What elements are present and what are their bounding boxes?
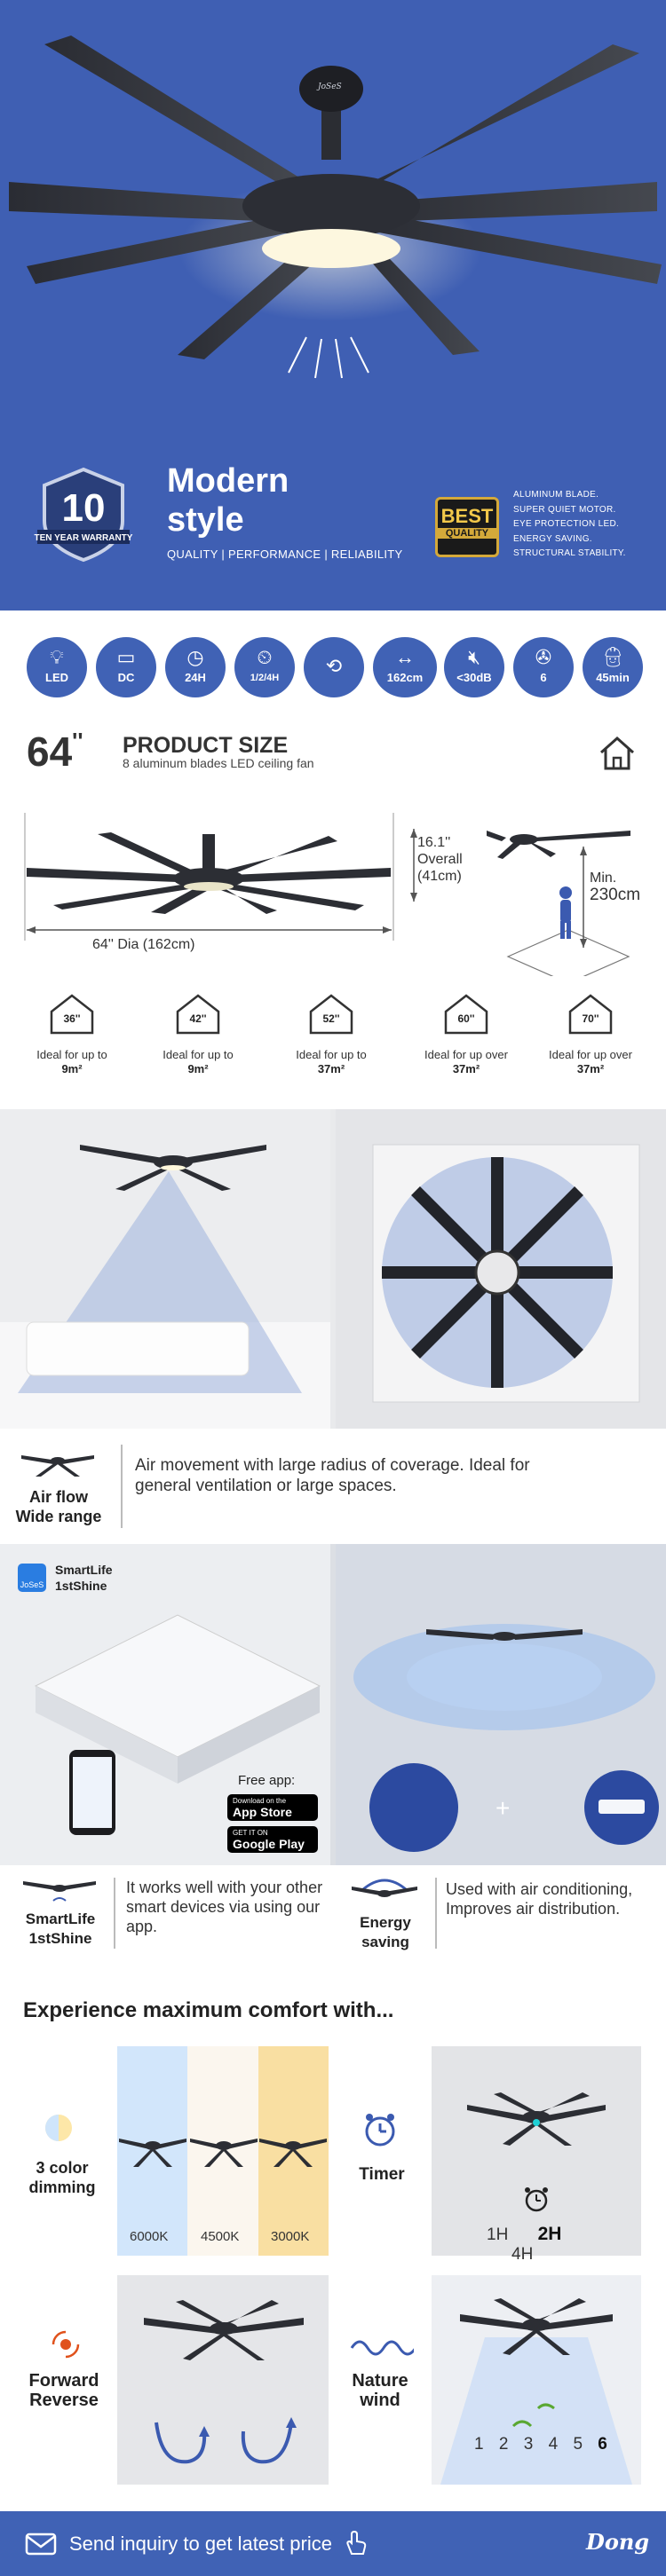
hero-title-line2: style (167, 501, 244, 539)
badge-text: TEN YEAR WARRANTY (34, 533, 133, 543)
feature-item: ALUMINUM BLADE. (513, 490, 599, 500)
timer-option[interactable]: 1H (487, 2225, 509, 2244)
room-size-36: 36'' Ideal for up to 9m² (14, 992, 130, 1075)
room-size-42: 42'' Ideal for up to 9m² (140, 992, 256, 1075)
mail-icon (25, 2533, 57, 2556)
timer-label: Timer (359, 2165, 405, 2184)
quality-label: QUALITY (438, 528, 496, 539)
house-size-icon (567, 992, 614, 1036)
feature-list (513, 488, 626, 562)
hero-banner (0, 0, 666, 611)
product-size-subtitle: 8 aluminum blades LED ceiling fan (123, 756, 314, 770)
battery-icon: ▭ (116, 646, 136, 668)
smartlife-label: SmartLife 1stShine (25, 1910, 96, 1947)
speed-option[interactable]: 4 (548, 2435, 559, 2454)
mute-icon: 🔇︎ (468, 646, 480, 668)
svg-text:42'': 42'' (189, 1012, 207, 1025)
room-size-60: 60'' Ideal for up over 37m² (408, 992, 524, 1075)
room-size-70: 70'' Ideal for up over 37m² (533, 992, 648, 1075)
reverse-fan-icon (48, 2328, 83, 2360)
airflow-label: Air flow Wide range (15, 1488, 102, 1525)
reverse-spec (304, 637, 364, 697)
reverse-panel (117, 2275, 329, 2485)
speed-option-selected[interactable]: 6 (598, 2435, 607, 2454)
smart-home-photos (0, 1544, 666, 1865)
best-label: BEST (440, 505, 494, 527)
noise-spec: 🔇︎ <30dB (444, 637, 504, 697)
hero-title-line1: Modern (167, 462, 289, 500)
24h-spec: ◷ 24H (165, 637, 226, 697)
feature-item: SUPER QUIET MOTOR. (513, 504, 616, 515)
room-size-52: 52'' Ideal for up to 37m² (274, 992, 389, 1075)
alarm-clock-icon (520, 2185, 552, 2213)
product-size-title: PRODUCT SIZE (123, 733, 289, 758)
divider (121, 1445, 123, 1528)
spec-icons-row (0, 611, 666, 717)
timer-spec: ⏲︎ 1/2/4H (234, 637, 295, 697)
diameter-spec: ↔ 162cm (373, 637, 437, 697)
house-size-icon (174, 992, 222, 1036)
energy-fan-icon (345, 1872, 424, 1908)
hero-subtitle: QUALITY | PERFORMANCE | RELIABILITY (167, 547, 403, 561)
temp-3000k: 3000K (271, 2229, 310, 2244)
hand-pointer-icon (343, 2531, 368, 2557)
smartlife-app-icon: JoSeS (18, 1564, 46, 1592)
bulb-icon: 💡︎ (50, 646, 64, 668)
size-number (27, 728, 83, 776)
nature-wind-label: Nature wind (352, 2371, 408, 2410)
house-size-icon (307, 992, 355, 1036)
badge-number: 10 (61, 486, 106, 530)
app-store-button[interactable]: Download on the App Store (233, 1797, 292, 1819)
timer-option-selected[interactable]: 2H (537, 2224, 562, 2244)
size-number-value: 64 (27, 729, 73, 775)
airflow-feature (0, 1429, 666, 1544)
feature-item: STRUCTURAL STABILITY. (513, 548, 626, 558)
installer-icon: 👷︎ (600, 646, 625, 668)
clock-icon: ◷ (186, 646, 204, 668)
svg-text:52'': 52'' (322, 1012, 340, 1025)
smartlife-title: SmartLife 1stShine (55, 1563, 113, 1593)
fan-speed-icon: ✇ (535, 646, 552, 668)
inquiry-footer[interactable] (0, 2511, 666, 2576)
dimming-panel (117, 2046, 329, 2256)
energy-description: Used with air conditioning, Improves air distribution. (446, 1880, 633, 1918)
forward-reverse-label: Forward Reverse (28, 2371, 99, 2410)
smartlife-description: It works well with your other smart devices via using our app. (126, 1879, 323, 1935)
speed-options (474, 2435, 607, 2454)
install-spec: 👷︎ 45min (583, 637, 643, 697)
airflow-room-photos (0, 1109, 666, 1429)
temp-6000k: 6000K (130, 2229, 169, 2244)
house-size-icon (442, 992, 490, 1036)
color-dimming-icon (43, 2112, 75, 2144)
smart-energy-features (0, 1865, 666, 1972)
height-dimension: 16.1'' Overall (41cm) (417, 835, 463, 884)
timer-option[interactable]: 4H (511, 2245, 534, 2264)
speed-option[interactable]: 5 (573, 2435, 583, 2454)
feature-item: EYE PROTECTION LED. (513, 519, 620, 529)
timer-icon: ⏲︎ (257, 646, 273, 668)
speed-option[interactable]: 1 (474, 2435, 484, 2454)
svg-text:70'': 70'' (582, 1012, 599, 1025)
led-spec: 💡︎ LED (27, 637, 87, 697)
fan-reverse-illustration (117, 2275, 329, 2485)
hero-title (167, 461, 289, 540)
best-quality-badge (435, 497, 499, 557)
free-app-label: Free app: (238, 1773, 296, 1788)
comfort-title: Experience maximum comfort with... (23, 1998, 394, 2022)
speed-spec: ✇ 6 (513, 637, 574, 697)
plus-sign: + (496, 1794, 511, 1822)
ruler-icon: ↔ (395, 646, 415, 668)
min-height-dimension: Min. 230cm (590, 870, 641, 904)
diameter-dimension: 64'' Dia (162cm) (92, 937, 195, 952)
house-size-icon (48, 992, 96, 1036)
fan-small-icon (18, 1441, 98, 1480)
temp-4500k: 4500K (201, 2229, 240, 2244)
size-number-unit: '' (72, 728, 83, 754)
timer-clock-icon (361, 2110, 400, 2149)
svg-text:60'': 60'' (457, 1012, 475, 1025)
speed-option[interactable]: 3 (523, 2435, 534, 2454)
hero-brand-logo: JoSeS (318, 83, 342, 91)
fan-timer-illustration (432, 2046, 641, 2170)
dc-spec: ▭ DC (96, 637, 156, 697)
timer-options (487, 2224, 611, 2265)
fans-dimming-illustration (117, 2046, 329, 2256)
divider (435, 1878, 437, 1949)
wind-wave-icon (348, 2334, 414, 2360)
feature-item: ENERGY SAVING. (513, 533, 592, 544)
speed-option[interactable]: 2 (498, 2435, 509, 2454)
energy-label: Energy saving (360, 1914, 411, 1950)
home-icon (597, 733, 638, 774)
airflow-description: Air movement with large radius of coverage. Ideal for general ventilation or large spaces. (135, 1456, 530, 1495)
airflow-illustration (0, 1109, 666, 1429)
svg-text:36'': 36'' (63, 1012, 81, 1025)
divider (114, 1878, 115, 1949)
warranty-badge (34, 466, 133, 563)
google-play-button[interactable]: GET IT ON Google Play (233, 1829, 305, 1851)
fan-wifi-icon (20, 1874, 99, 1906)
inquiry-text[interactable]: Send inquiry to get latest price (69, 2533, 332, 2555)
color-dimming-label: 3 color dimming (28, 2159, 96, 2196)
reverse-icon: ⟲ (325, 655, 343, 677)
brand-logo: Dong (586, 2529, 650, 2555)
